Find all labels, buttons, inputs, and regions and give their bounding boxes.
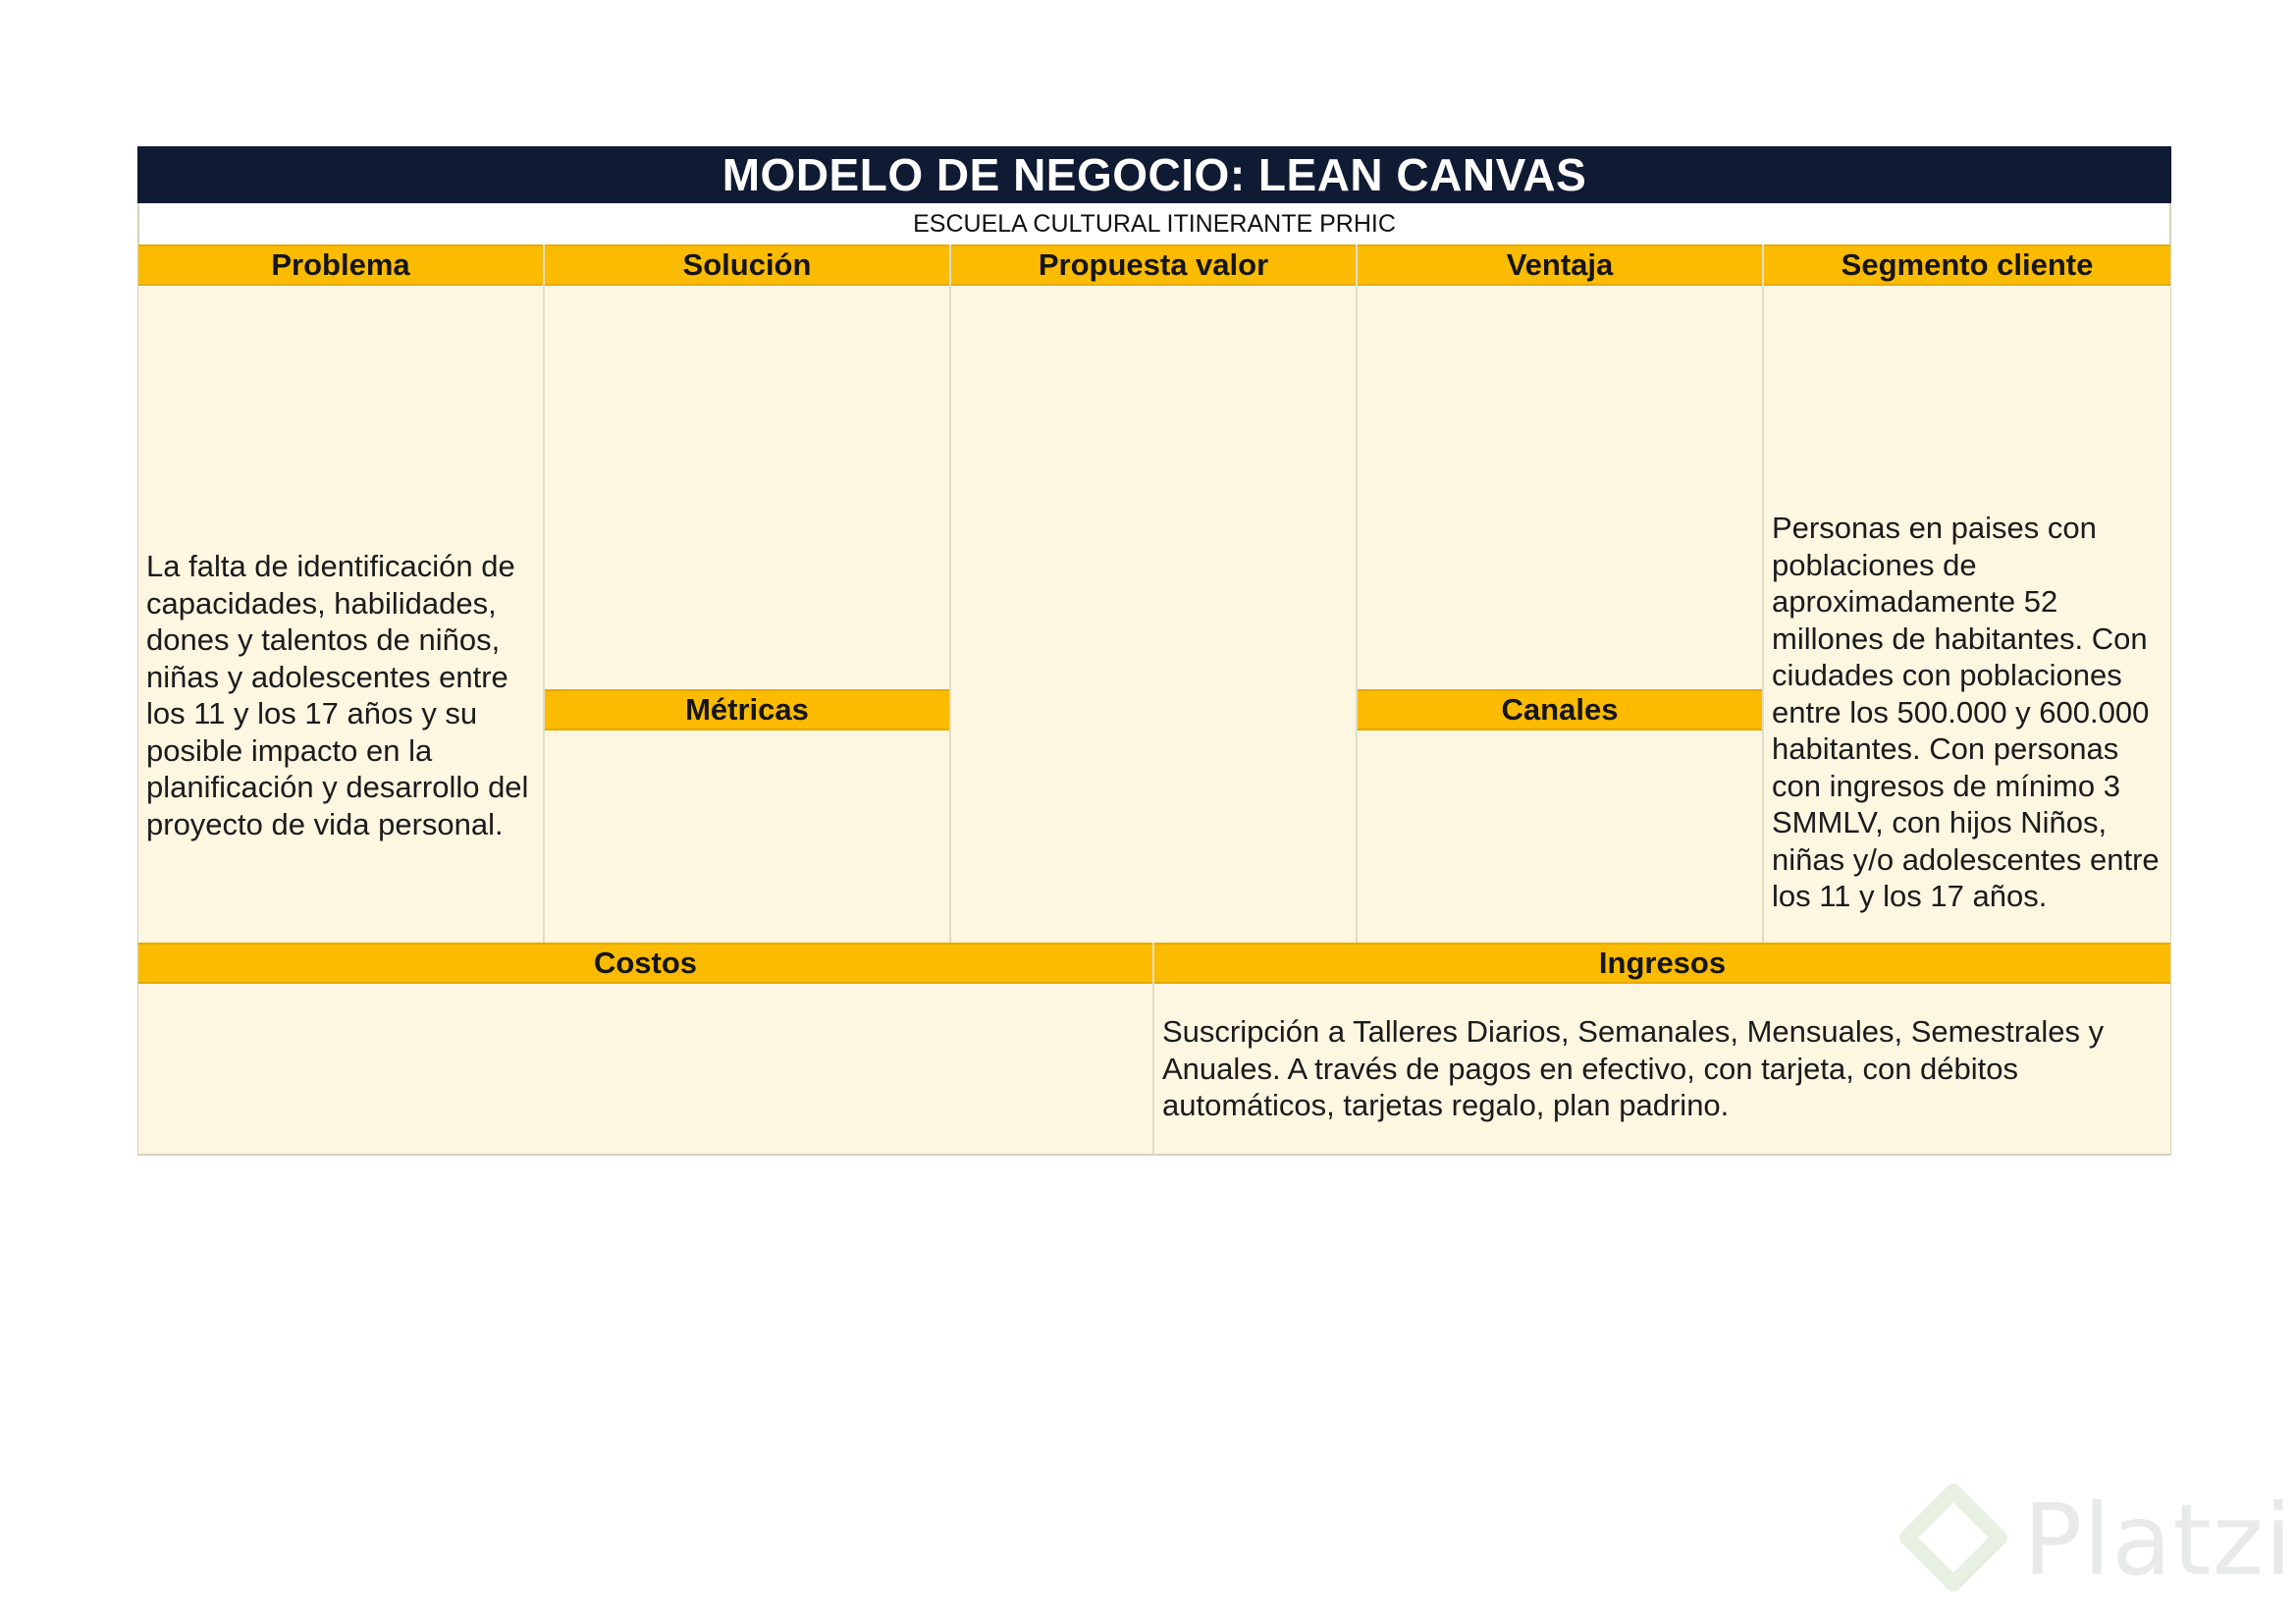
solution-header: Solución [545, 244, 949, 286]
revenue-text: Suscripción a Talleres Diarios, Semanales, Mensuales, Semestrales y Anuales. A través de pagos en efectivo, con tarjeta, con débitos automáticos, tarjetas regalo, plan padrino. [1162, 1014, 2105, 1122]
canvas-grid [137, 244, 2171, 943]
solution-column [545, 244, 951, 943]
canvas-subtitle: ESCUELA CULTURAL ITINERANTE PRHIC [137, 203, 2171, 244]
costs-header: Costos [138, 943, 1152, 984]
canvas-bottom [137, 943, 2171, 1156]
problem-column [138, 244, 545, 943]
advantage-header: Ventaja [1358, 244, 1762, 286]
value-proposition-column [951, 244, 1358, 943]
canvas-title: MODELO DE NEGOCIO: LEAN CANVAS [137, 146, 2171, 203]
customer-segment-header: Segmento cliente [1764, 244, 2170, 286]
platzi-watermark [1899, 1483, 2293, 1597]
revenue-header: Ingresos [1154, 943, 2170, 984]
metrics-header: Métricas [545, 689, 949, 730]
problem-text: La falta de identificación de capacidades, habilidades, dones y talentos de niños, niñas y adolescentes entre los 11 y los 17 años y su posible impacto en la planificación y desarrollo del proyecto de vida personal. [146, 549, 529, 841]
channels-header: Canales [1358, 689, 1762, 730]
advantage-column [1358, 244, 1764, 943]
customer-segment-column [1764, 244, 2170, 943]
customer-segment-text: Personas en paises con poblaciones de aproximadamente 52 millones de habitantes. Con ciudades con poblaciones entre los 500.000 y 600.000 habitantes. Con personas con ingresos de mínimo 3 SMMLV, con hijos Niños, niñas y/o adolescentes entre los 11 y los 17 años. [1772, 511, 2160, 913]
revenue-column [1154, 943, 2170, 1154]
costs-column [138, 943, 1154, 1154]
lean-canvas [137, 146, 2171, 1156]
value-proposition-header: Propuesta valor [951, 244, 1356, 286]
platzi-watermark-text: Platzi [2023, 1483, 2293, 1597]
problem-header: Problema [138, 244, 543, 286]
platzi-logo-icon [1899, 1484, 2007, 1596]
